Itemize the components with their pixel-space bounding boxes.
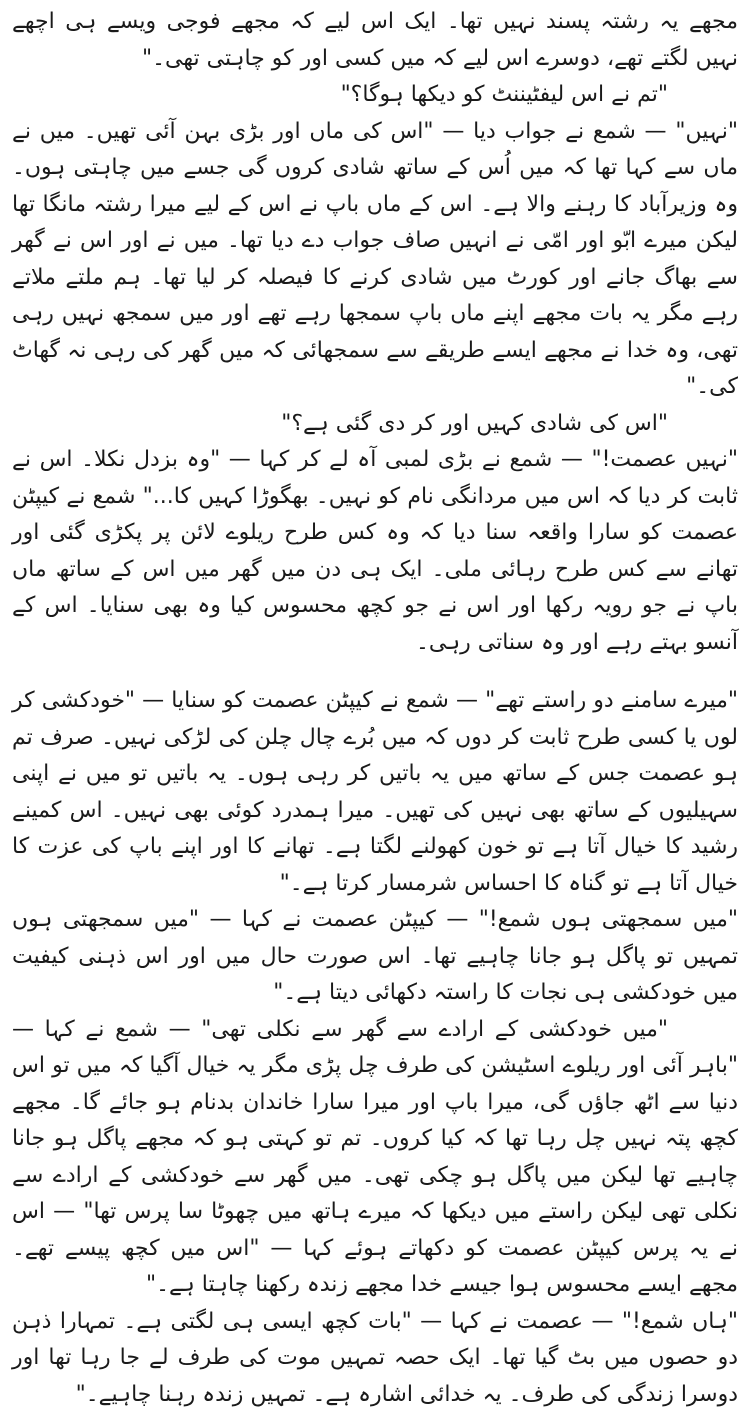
paragraph-5: "نہیں عصمت!" — شمع نے بڑی لمبی آہ لے کر کہا — "وہ بزدل نکلا۔ اس نے ثابت کر دیا کہ اس میں مردانگی نام کو نہیں۔ بھگوڑا کہیں کا..." شمع نے کیپٹن عصمت کو سارا واقعہ سنا دیا کہ وہ کس طرح ریلوے لائن پر پکڑی گئی اور تھانے سے کس طرح رہائی ملی۔ ایک ہی دن میں گھر میں اس کے ساتھ ماں باپ نے جو رویہ رکھا اور اس نے جو کچھ محسوس کیا وہ بھی سنایا۔ اس کے آنسو بہتے رہے اور وہ سناتی رہی۔ <box>12 442 738 661</box>
paragraph-6: "میرے سامنے دو راستے تھے" — شمع نے کیپٹن عصمت کو سنایا — "خودکشی کر لوں یا کسی طرح ثابت کر دوں کہ میں بُرے چال چلن کی لڑکی نہیں۔ صرف تم ہو عصمت جس کے ساتھ میں یہ باتیں کر رہی ہوں۔ یہ باتیں تو میں نے اپنی سہیلیوں کے ساتھ بھی نہیں کی تھیں۔ میرا ہمدرد کوئی بھی نہیں۔ اس کمینے رشید کا خیال آتا ہے تو خون کھولنے لگتا ہے۔ تھانے کا اور اپنے باپ کی عزت کا خیال آتا ہے تو گناہ کا احساس شرمسار کرتا ہے۔" <box>12 683 738 902</box>
paragraph-4: "اس کی شادی کہیں اور کر دی گئی ہے؟" <box>12 406 738 443</box>
paragraph-3: "نہیں" — شمع نے جواب دیا — "اس کی ماں اور بڑی بہن آئی تھیں۔ میں نے ماں سے کہا تھا کہ میں اُس کے ساتھ شادی کروں گی جسے میں چاہتی ہوں۔ وہ وزیرآباد کا رہنے والا ہے۔ اس کے ماں باپ نے اس کے لیے میرا رشتہ مانگا تھا لیکن میرے ابّو اور امّی نے انہیں صاف جواب دے دیا تھا۔ میں نے اور اس نے گھر سے بھاگ جانے اور کورٹ میں شادی کرنے کا فیصلہ کر لیا تھا۔ ہم ملتے ملاتے رہے مگر یہ بات مجھے اپنے ماں باپ سمجھا رہے تھے اور میں سمجھ نہیں رہی تھی، وہ خدا نے مجھے ایسے طریقے سے سمجھائی کہ میں گھر کی رہی نہ گھاٹ کی۔" <box>12 114 738 406</box>
paragraph-7: "میں سمجھتی ہوں شمع!" — کیپٹن عصمت نے کہا — "میں سمجھتی ہوں تمہیں تو پاگل ہو جانا چاہیے تھا۔ اس صورت حال میں اور اس ذہنی کیفیت میں خودکشی ہی نجات کا راستہ دکھائی دیتا ہے۔" <box>12 902 738 1012</box>
paragraph-9: "ہاں شمع!" — عصمت نے کہا — "بات کچھ ایسی ہی لگتی ہے۔ تمہارا ذہن دو حصوں میں بٹ گیا تھا۔ ایک حصہ تمہیں موت کی طرف لے جا رہا تھا اور دوسرا زندگی کی طرف۔ یہ خدائی اشارہ ہے۔ تمہیں زندہ رہنا چاہیے۔" <box>12 1304 738 1413</box>
paragraph-1: مجھے یہ رشتہ پسند نہیں تھا۔ ایک اس لیے کہ مجھے فوجی ویسے ہی اچھے نہیں لگتے تھے، دوسرے اس لیے کہ میں کسی اور کو چاہتی تھی۔" <box>12 4 738 77</box>
paragraph-8: "میں خودکشی کے ارادے سے گھر سے نکلی تھی" — شمع نے کہا — "باہر آئی اور ریلوے اسٹیشن کی طرف چل پڑی مگر یہ خیال آگیا کہ میں تو اس دنیا سے اٹھ جاؤں گی، میرا باپ اور میرا سارا خاندان بدنام ہو جائے گا۔ مجھے کچھ پتہ نہیں چل رہا تھا کہ کیا کروں۔ تم تو کہتی ہو کہ مجھے پاگل ہو جانا چاہیے تھا لیکن میں پاگل ہو چکی تھی۔ میں گھر سے خودکشی کے ارادے سے نکلی تھی لیکن راستے میں دیکھا کہ میرے ہاتھ میں چھوٹا سا پرس تھا" — اس نے یہ پرس کیپٹن عصمت کو دکھاتے ہوئے کہا — "اس میں کچھ پیسے تھے۔ مجھے ایسے محسوس ہوا جیسے خدا مجھے زندہ رکھنا چاہتا ہے۔" <box>12 1012 738 1304</box>
page-body-text <box>12 4 738 1413</box>
paragraph-2: "تم نے اس لیفٹیننٹ کو دیکھا ہوگا؟" <box>12 77 738 114</box>
